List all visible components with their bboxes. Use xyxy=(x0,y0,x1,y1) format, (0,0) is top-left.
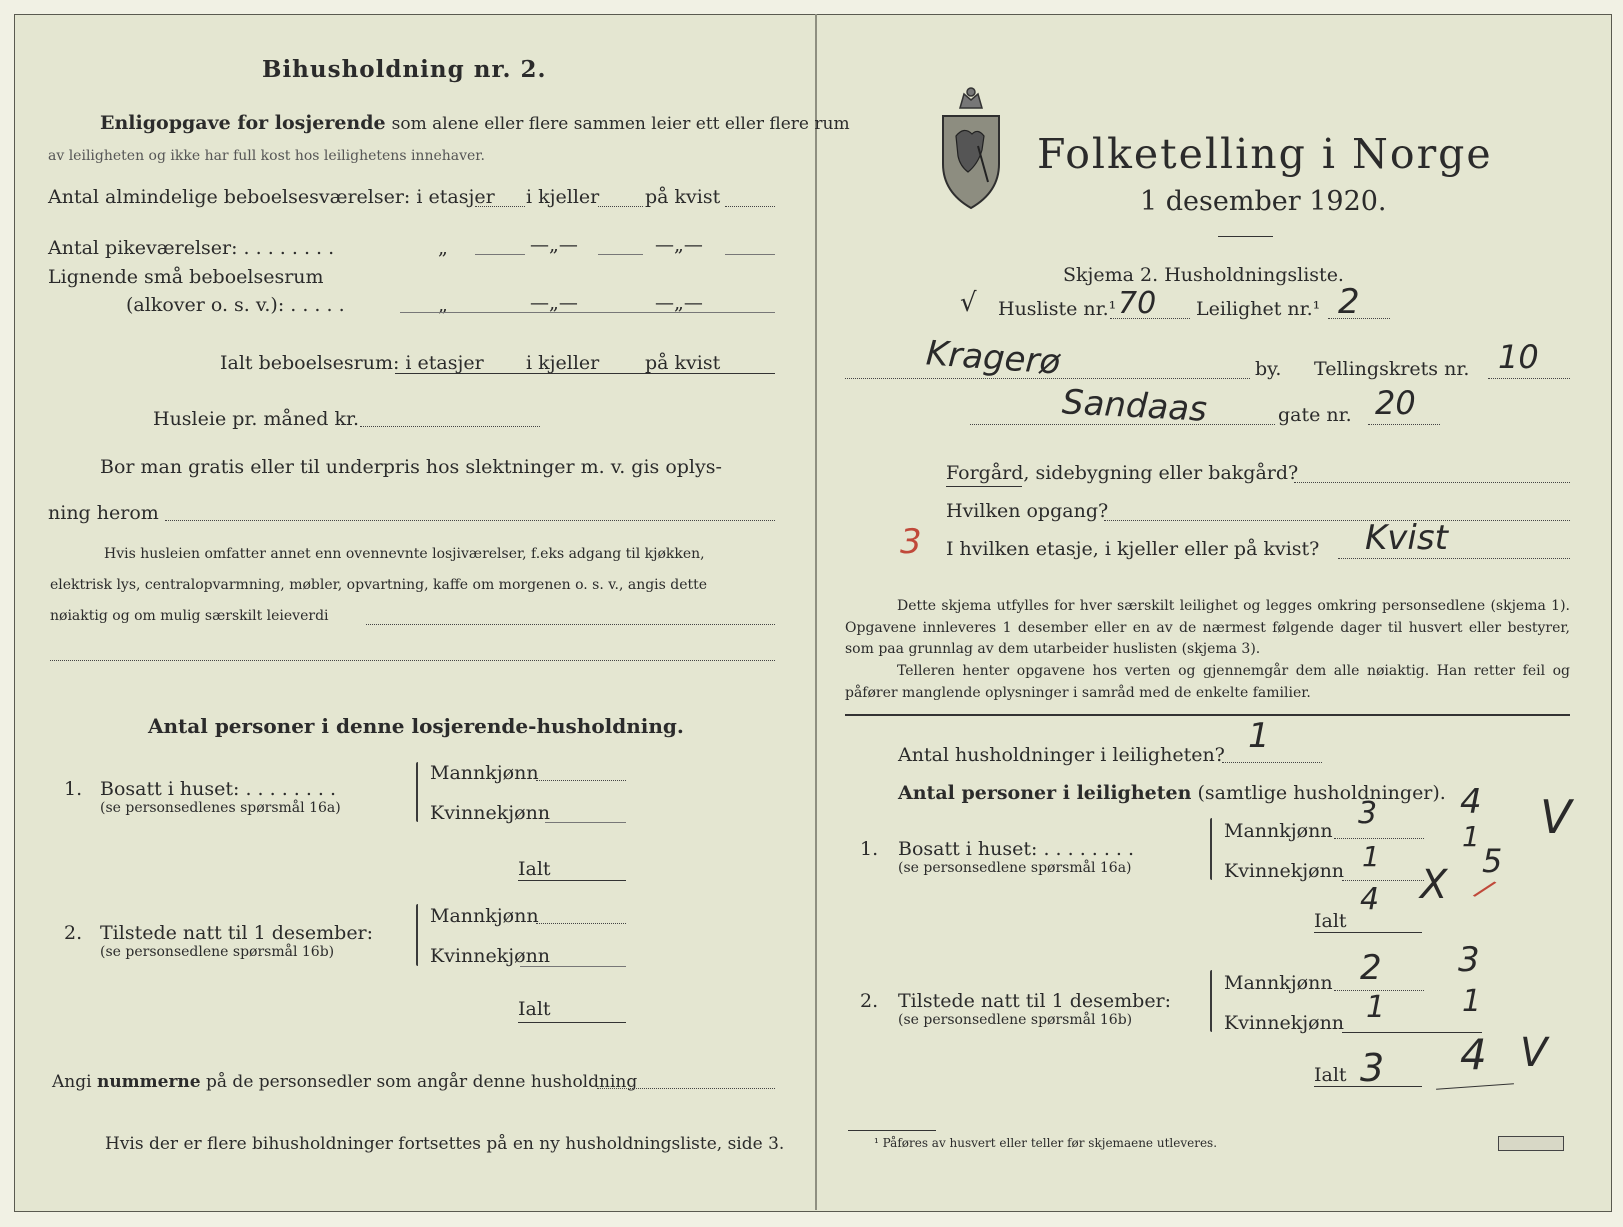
q2-brace-right xyxy=(1210,970,1212,1032)
q2-kvinne-value[interactable]: 1 xyxy=(1366,990,1386,1025)
q1-label-left: Bosatt i huset: . . . . . . . . xyxy=(100,778,337,800)
gate-nr-value[interactable]: 20 xyxy=(1375,384,1416,422)
q2-mann-line-left[interactable] xyxy=(536,923,626,924)
q2-mann-right: Mannkjønn xyxy=(1224,972,1333,994)
by-line[interactable] xyxy=(845,378,1250,379)
q1-mann-right: Mannkjønn xyxy=(1224,820,1333,842)
husliste-line[interactable] xyxy=(1110,318,1190,319)
alkover-line[interactable] xyxy=(400,312,775,313)
intro-rest: som alene eller flere sammen leier ett eller flere rum xyxy=(391,114,850,134)
antal-bold: Antal personer i leiligheten xyxy=(898,782,1192,804)
q2-mann-value[interactable]: 2 xyxy=(1360,948,1382,988)
antal-heading-left: Antal personer i denne losjerende-husholdning. xyxy=(148,714,684,738)
q2-mann-correction[interactable]: 3 xyxy=(1458,940,1480,980)
q1-kvinne-left: Kvinnekjønn xyxy=(430,802,551,824)
dash-ditto: —„— xyxy=(655,234,703,256)
angi-line xyxy=(52,1072,637,1092)
q2-kvinne-line-left[interactable] xyxy=(520,966,626,967)
q2-kvinne-correction[interactable]: 1 xyxy=(1462,984,1482,1019)
leieverdi-line[interactable] xyxy=(366,624,775,625)
leieverdi-line-2[interactable] xyxy=(50,660,775,661)
ialt-rooms-label: Ialt beboelsesrum: i etasjer xyxy=(220,352,484,374)
husleie-line[interactable] xyxy=(360,426,540,427)
q1-ialt-right: Ialt xyxy=(1314,910,1347,932)
dash-ditto: —„— xyxy=(530,292,578,314)
q1-mann-value[interactable]: 3 xyxy=(1358,796,1378,831)
forgard-line[interactable] xyxy=(1294,482,1570,483)
krets-line[interactable] xyxy=(1488,378,1570,379)
q1-mann-correction[interactable]: 4 xyxy=(1460,782,1482,822)
ditto-mark: „ xyxy=(438,294,448,316)
q1-kvinne-line-left[interactable] xyxy=(545,822,626,823)
q1-mann-line-left[interactable] xyxy=(536,780,626,781)
q2-kvinne-right: Kvinnekjønn xyxy=(1224,1012,1345,1034)
ialt-kjeller: i kjeller xyxy=(526,352,600,374)
rooms-kjeller-line[interactable] xyxy=(598,206,643,207)
q1-mann-line-right[interactable] xyxy=(1334,838,1424,839)
gate-value[interactable]: Sandaas xyxy=(1061,382,1208,430)
q1-brace-left xyxy=(416,762,418,822)
husliste-label: Husliste nr.¹ xyxy=(998,298,1117,320)
leilighet-line[interactable] xyxy=(1328,318,1390,319)
hush-value[interactable]: 1 xyxy=(1248,716,1270,756)
pike-line-2[interactable] xyxy=(598,254,643,255)
info-paragraph-1: Dette skjema utfylles for hver særskilt leilighet og legges omkring personsedlene (skjema 1). Opgavene innleveres 1 desember eller en av de nærmest følgende dager til husvert eller bestyrer, som paa grunnlag av dem utarbeider huslisten (skjema 3). xyxy=(845,598,1570,657)
rooms-label: Antal almindelige beboelsesværelser: i etasjer xyxy=(48,186,495,208)
hvis-line-1: Hvis husleien omfatter annet enn ovennevnte losjiværelser, f.eks adgang til kjøkken, xyxy=(104,546,705,562)
q1-cross-mark: X xyxy=(1420,862,1448,908)
alkover-label: (alkover o. s. v.): . . . . . xyxy=(126,294,345,316)
ialt-kvist: på kvist xyxy=(645,352,721,374)
gate-line[interactable] xyxy=(970,424,1275,425)
angi-text-2: på de personsedler som angår denne husholdning xyxy=(206,1072,638,1092)
q1-kvinne-right: Kvinnekjønn xyxy=(1224,860,1345,882)
etasje-mark: 3 xyxy=(900,522,922,562)
q2-label-left: Tilstede natt til 1 desember: xyxy=(100,922,374,944)
krets-label: Tellingskrets nr. xyxy=(1314,358,1470,380)
opgang-question: Hvilken opgang? xyxy=(946,500,1109,522)
q1-ialt-left: Ialt xyxy=(518,858,551,880)
bor-man-line-2: ning herom xyxy=(48,502,159,524)
q2-mann-left: Mannkjønn xyxy=(430,905,539,927)
by-label: by. xyxy=(1255,358,1282,380)
ditto-mark: „ xyxy=(438,237,448,259)
intro-bold: Enligopgave for losjerende xyxy=(100,112,386,134)
etasje-question: I hvilken etasje, i kjeller eller på kvist? xyxy=(946,538,1320,560)
hush-question: Antal husholdninger i leiligheten? xyxy=(898,744,1225,766)
bor-man-line[interactable] xyxy=(165,520,775,521)
q2-label-right: Tilstede natt til 1 desember: xyxy=(898,990,1172,1012)
hvis-line-2: elektrisk lys, centralopvarmning, møbler, opvartning, kaffe om morgenen o. s. v., angis dette xyxy=(50,577,708,593)
q2-num-right: 2. xyxy=(860,990,879,1012)
opgang-line[interactable] xyxy=(1104,520,1570,521)
angi-text: Angi xyxy=(52,1072,92,1092)
dash-ditto: —„— xyxy=(530,234,578,256)
q1-ialt-correction[interactable]: 5 xyxy=(1482,842,1503,880)
q2-ialt-right: Ialt xyxy=(1314,1064,1347,1086)
lignende-label: Lignende små beboelsesrum xyxy=(48,266,324,288)
title-rule xyxy=(1218,236,1273,237)
q1-ialt-line-right[interactable] xyxy=(1314,932,1422,933)
intro-line-1 xyxy=(100,112,850,134)
hush-line[interactable] xyxy=(1222,762,1322,763)
q2-kvinne-left: Kvinnekjønn xyxy=(430,945,551,967)
rooms-kvist-line[interactable] xyxy=(725,206,775,207)
q1-kvinne-value[interactable]: 1 xyxy=(1362,840,1380,873)
norway-coat-of-arms-icon xyxy=(938,86,1004,212)
etasje-value[interactable]: Kvist xyxy=(1365,518,1448,558)
q2-sub-right: (se personsedlene spørsmål 16b) xyxy=(898,1012,1133,1028)
rooms-etasjer-line[interactable] xyxy=(475,206,525,207)
dash-ditto: —„— xyxy=(655,292,703,314)
q1-label-right: Bosatt i huset: . . . . . . . . xyxy=(898,838,1135,860)
angi-line-field[interactable] xyxy=(597,1088,775,1089)
q1-sub-right: (se personsedlene spørsmål 16a) xyxy=(898,860,1132,876)
pike-label: Antal pikeværelser: . . . . . . . . xyxy=(48,237,335,259)
q2-check-mark: V xyxy=(1520,1030,1548,1076)
bor-man-line-1: Bor man gratis eller til underpris hos slektninger m. v. gis oplys- xyxy=(100,456,722,478)
krets-value[interactable]: 10 xyxy=(1498,338,1539,376)
rooms-kjeller: i kjeller xyxy=(526,186,600,208)
q2-ialt-correction[interactable]: 4 xyxy=(1460,1030,1487,1079)
antal-rest: (samtlige husholdninger). xyxy=(1197,782,1446,804)
leilighet-label: Leilighet nr.¹ xyxy=(1196,298,1321,320)
footnote: ¹ Påføres av husvert eller teller før skjemaene utleveres. xyxy=(874,1136,1218,1150)
angi-bold: nummerne xyxy=(96,1072,201,1092)
q1-red-mark: / xyxy=(1472,871,1498,906)
forgard-question: Forgård, sidebygning eller bakgård? xyxy=(946,462,1299,484)
q1-brace-right xyxy=(1210,818,1212,880)
gate-nr-line[interactable] xyxy=(1368,424,1440,425)
info-paragraph-2: Telleren henter opgavene hos verten og gjennemgår dem alle nøiaktig. Han retter feil og påfører manglende oplysninger i samråd med de enkelte familier. xyxy=(845,663,1570,701)
husliste-value[interactable]: 70 xyxy=(1118,286,1157,321)
rooms-kvist: på kvist xyxy=(645,186,721,208)
pike-line-3[interactable] xyxy=(725,254,775,255)
by-value[interactable]: Kragerø xyxy=(924,333,1062,383)
main-title: Folketelling i Norge xyxy=(1037,130,1493,178)
printer-stamp xyxy=(1498,1136,1564,1151)
footnote-rule xyxy=(848,1130,936,1131)
q1-num-right: 1. xyxy=(860,838,879,860)
husleie-label: Husleie pr. måned kr. xyxy=(153,408,360,430)
left-footer: Hvis der er flere bihusholdninger fortsettes på en ny husholdningsliste, side 3. xyxy=(105,1134,785,1154)
q1-kvinne-correction[interactable]: 1 xyxy=(1462,820,1480,853)
pike-line-1[interactable] xyxy=(475,254,525,255)
etasje-line[interactable] xyxy=(1338,558,1570,559)
q1-sub-left: (se personsedlenes spørsmål 16a) xyxy=(100,800,341,816)
forgard-underline xyxy=(946,486,1022,487)
page-fold xyxy=(815,14,817,1210)
q1-check-mark: V xyxy=(1540,790,1572,844)
q1-kvinne-line-right[interactable] xyxy=(1342,880,1424,881)
q2-ialt-value[interactable]: 3 xyxy=(1360,1046,1385,1090)
q2-num-left: 2. xyxy=(64,922,83,944)
husliste-mark: √ xyxy=(960,288,977,318)
census-date: 1 desember 1920. xyxy=(1140,186,1387,217)
q2-ialt-line-left[interactable] xyxy=(518,1022,626,1023)
q2-brace-left xyxy=(416,904,418,966)
q2-ialt-left: Ialt xyxy=(518,998,551,1020)
intro-line-2: av leiligheten og ikke har full kost hos leilighetens innehaver. xyxy=(48,148,485,164)
q1-mann-left: Mannkjønn xyxy=(430,762,539,784)
q1-ialt-line-left[interactable] xyxy=(518,880,626,881)
hvis-line-3: nøiaktig og om mulig særskilt leieverdi xyxy=(50,608,329,624)
left-title: Bihusholdning nr. 2. xyxy=(262,56,547,83)
q1-ialt-value[interactable]: 4 xyxy=(1360,882,1380,917)
skjema-label: Skjema 2. Husholdningsliste. xyxy=(1063,264,1344,286)
q1-num-left: 1. xyxy=(64,778,83,800)
leilighet-value[interactable]: 2 xyxy=(1338,282,1360,322)
q2-sub-left: (se personsedlene spørsmål 16b) xyxy=(100,944,335,960)
info-rule xyxy=(845,714,1570,716)
gate-label: gate nr. xyxy=(1278,404,1352,426)
